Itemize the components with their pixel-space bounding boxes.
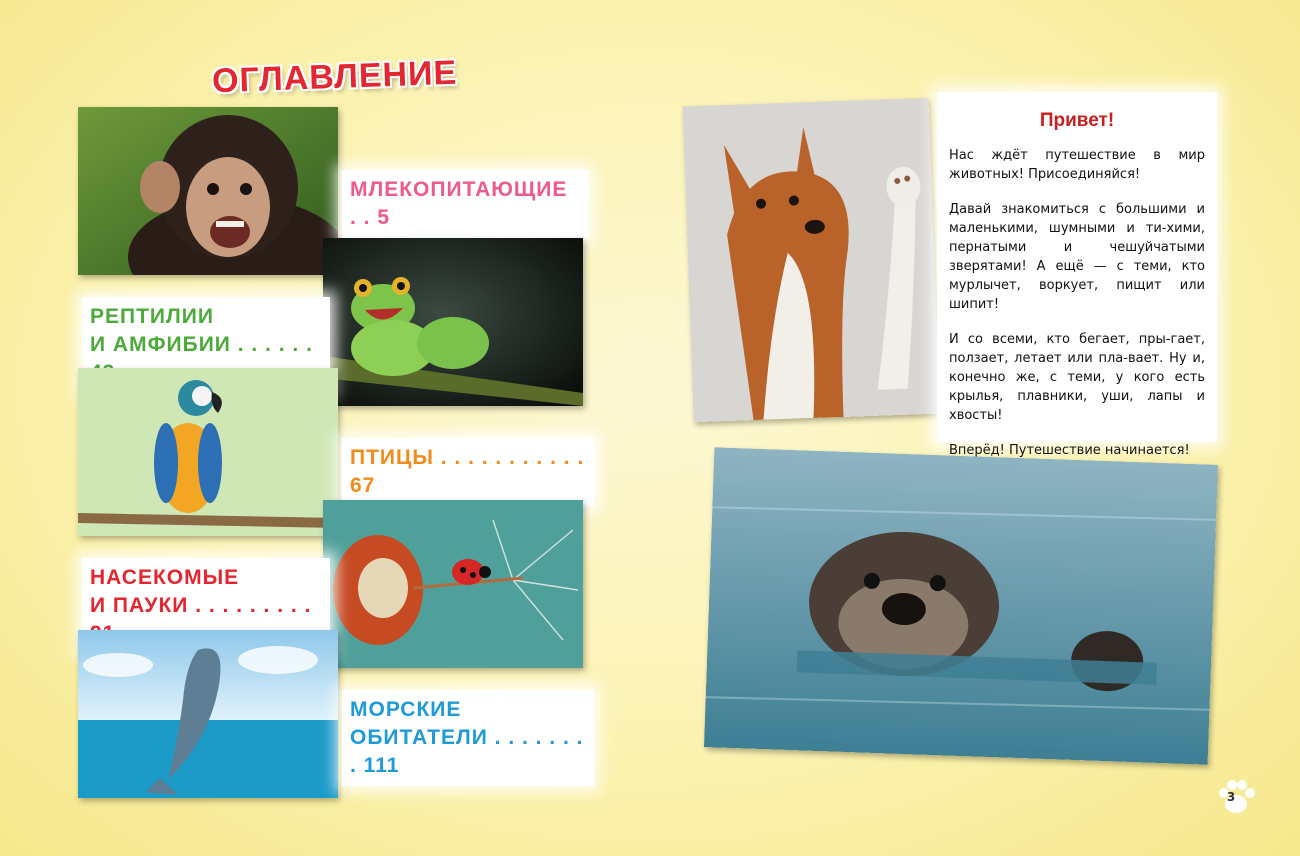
dolphin-photo <box>78 630 338 798</box>
chimpanzee-photo <box>78 107 338 275</box>
sea-otter-photo <box>704 447 1218 764</box>
intro-paragraph-1: Нас ждёт путешествие в мир животных! Присоединяйся! <box>949 148 1205 182</box>
toc-item-mammals[interactable] <box>342 170 588 238</box>
dog-photo <box>683 98 940 422</box>
page-number: 3 <box>1226 790 1236 804</box>
intro-box <box>937 92 1217 458</box>
toc-item-sea-line1: МОРСКИЕ <box>350 698 462 721</box>
toc-item-insects-line1: НАСЕКОМЫЕ <box>90 566 240 589</box>
toc-item-mammals-text: МЛЕКОПИТАЮЩИЕ . . 5 <box>350 178 568 229</box>
toc-item-reptiles-line2: И АМФИБИИ . . . . . . <box>90 333 313 356</box>
frogs-photo <box>323 238 583 406</box>
toc-item-sea-line2: ОБИТАТЕЛИ . . . . . . . . 111 <box>350 726 584 777</box>
toc-title: ОГЛАВЛЕНИЕ <box>211 53 458 101</box>
intro-title: Привет! <box>1039 110 1115 131</box>
toc-item-birds-text: ПТИЦЫ . . . . . . . . . . . 67 <box>350 446 585 497</box>
ladybug-photo <box>323 500 583 668</box>
toc-item-reptiles-line1: РЕПТИЛИИ <box>90 305 214 328</box>
toc-item-insects-line2: И ПАУКИ . . . . . . . . . <box>90 594 312 617</box>
toc-item-birds[interactable] <box>342 438 594 506</box>
toc-item-sea[interactable] <box>342 690 594 786</box>
intro-paragraph-3: И со всеми, кто бегает, пры-гает, ползает, летает или пла-вает. Ну и, конечно же, с теми, у кого есть крылья, плавники, уши, лапы и хвосты! <box>949 332 1205 423</box>
intro-paragraph-2: Давай знакомиться с большими и маленькими, шумными и ти-хими, пернатыми и чешуйчатыми зверятами! А ещё — с теми, кто мурлычет, воркует, пищит или шипит! <box>949 202 1205 312</box>
parrot-photo <box>78 368 338 536</box>
intro-paragraph-4: Вперёд! Путешествие начинается! <box>949 443 1190 458</box>
